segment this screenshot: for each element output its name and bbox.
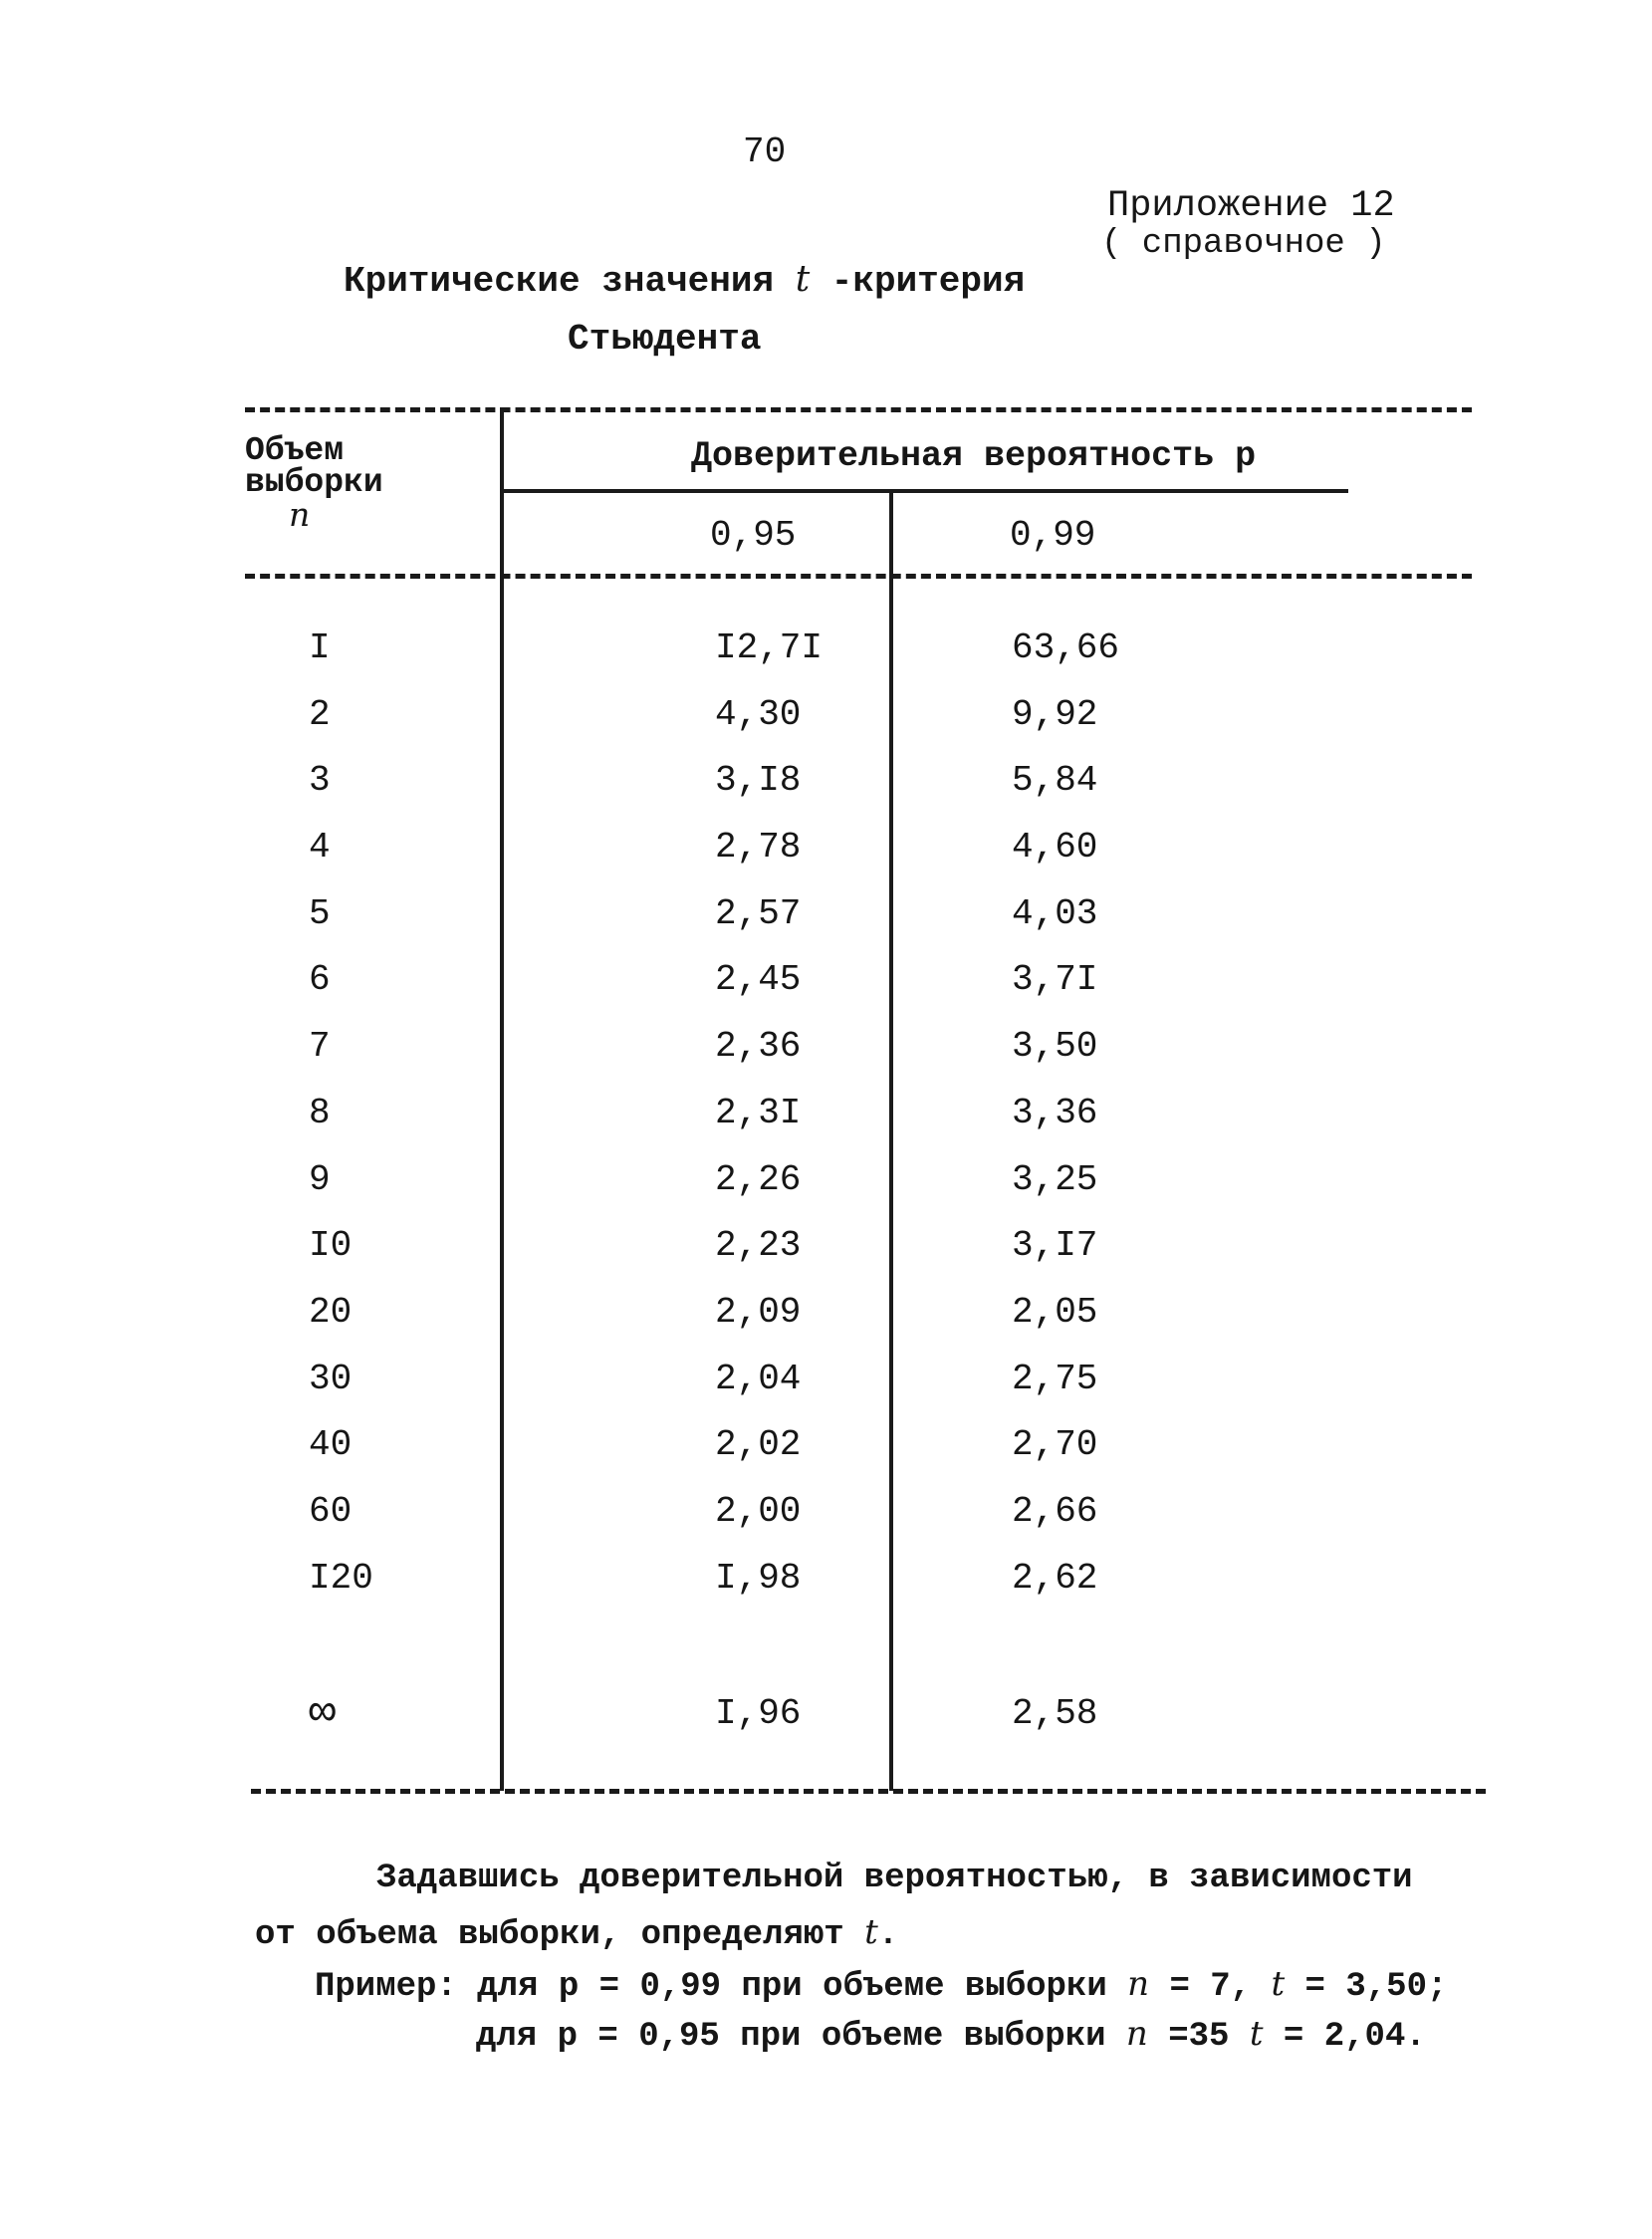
table-body: [0, 627, 1652, 1760]
cell-p099: 3,7I: [1012, 959, 1098, 1001]
table-row: [0, 1558, 1652, 1624]
cell-n: 30: [309, 1358, 353, 1399]
cell-n: I: [309, 627, 331, 668]
cell-p099: 3,25: [1012, 1158, 1098, 1200]
cell-n: 7: [309, 1026, 331, 1068]
header-p099: 0,99: [1010, 515, 1096, 556]
cell-p095: 2,3I: [715, 1092, 802, 1133]
cell-p095: 2,09: [715, 1291, 802, 1333]
table-title: [344, 251, 1025, 369]
example-line2: [476, 2014, 1426, 2056]
table-row: [0, 1491, 1652, 1558]
cell-p099: 4,60: [1012, 827, 1098, 869]
cell-p095: 2,00: [715, 1490, 802, 1532]
example1-t-symbol: t: [1271, 1964, 1286, 2004]
cell-n: 3: [309, 760, 331, 802]
cell-p095: 2,45: [715, 959, 802, 1001]
cell-p095: 4,30: [715, 693, 802, 735]
cell-n: 5: [309, 892, 331, 934]
cell-p099: 9,92: [1012, 693, 1098, 735]
explanation-t-symbol: t: [864, 1912, 878, 1952]
cell-p099: 2,66: [1012, 1490, 1098, 1532]
table-row: [0, 1359, 1652, 1425]
cell-n: I0: [309, 1225, 353, 1267]
cell-n: 40: [309, 1424, 353, 1466]
cell-n-infinity: ∞: [309, 1687, 337, 1740]
group-header-rule: [502, 489, 1348, 493]
cell-p099: 2,70: [1012, 1424, 1098, 1466]
header-sample-size: [245, 432, 383, 534]
cell-p095: 2,26: [715, 1158, 802, 1200]
explanation-line2-text: от объема выборки, определяют: [255, 1916, 844, 1954]
example1-n-value: = 7,: [1149, 1968, 1252, 2006]
table-row: [0, 760, 1652, 827]
table-row: [0, 1159, 1652, 1226]
header-confidence: Доверительная вероятность p: [691, 436, 1257, 476]
table-row: [0, 959, 1652, 1026]
cell-p099: 2,75: [1012, 1358, 1098, 1399]
cell-p095: 2,57: [715, 892, 802, 934]
cell-p099: 2,05: [1012, 1291, 1098, 1333]
cell-p095: 2,04: [715, 1358, 802, 1399]
cell-n: 6: [309, 959, 331, 1001]
table-row-infinity: [0, 1687, 1652, 1760]
table-row: [0, 1225, 1652, 1292]
appendix-title: Приложение 12: [1107, 185, 1395, 227]
table-top-rule: [245, 407, 1472, 412]
cell-p095: I2,7I: [715, 627, 824, 668]
example1-text: Пример: для p = 0,99 при объеме выборки: [315, 1968, 1107, 2006]
cell-p095: 2,02: [715, 1424, 802, 1466]
cell-p099: 5,84: [1012, 760, 1098, 802]
table-row: [0, 1026, 1652, 1093]
cell-p099: 3,36: [1012, 1092, 1098, 1133]
example2-n-symbol: n: [1125, 2014, 1148, 2054]
header-sample-size-line2: выборки: [245, 464, 383, 501]
table-header-rule: [245, 574, 1472, 579]
title-t-symbol: t: [795, 259, 811, 300]
appendix-label: [1101, 185, 1395, 263]
explanation-period: .: [877, 1916, 899, 1954]
cell-p099: 2,58: [1012, 1693, 1098, 1735]
appendix-note: ( справочное ): [1101, 225, 1386, 263]
table-row: [0, 827, 1652, 893]
header-n-symbol: n: [289, 495, 311, 534]
table-row: [0, 893, 1652, 960]
cell-n: 8: [309, 1092, 331, 1133]
table-row: [0, 694, 1652, 761]
example2-t-symbol: t: [1249, 2014, 1264, 2054]
page-number: 70: [743, 131, 787, 172]
cell-p099: 2,62: [1012, 1557, 1098, 1599]
cell-n: 60: [309, 1490, 353, 1532]
explanation-line1: Задавшись доверительной вероятностью, в зависимости: [376, 1860, 1413, 1897]
example2-t-value: = 2,04.: [1263, 2018, 1426, 2056]
title-line2: Стьюдента: [568, 319, 762, 360]
example2-text: для p = 0,95 при объеме выборки: [476, 2018, 1106, 2056]
title-line1-pre: Критические значения: [344, 261, 775, 302]
title-line1-post: -критерия: [830, 261, 1026, 302]
example2-n-value: =35: [1147, 2018, 1230, 2056]
example-line1: [315, 1964, 1447, 2006]
cell-n: 20: [309, 1291, 353, 1333]
cell-p099: 3,50: [1012, 1026, 1098, 1068]
cell-p099: 3,I7: [1012, 1225, 1098, 1267]
cell-n: 2: [309, 693, 331, 735]
table-row: [0, 1424, 1652, 1491]
cell-n: I20: [309, 1557, 373, 1599]
cell-p095: I,96: [715, 1693, 802, 1735]
example1-n-symbol: n: [1127, 1964, 1150, 2004]
cell-p099: 4,03: [1012, 892, 1098, 934]
table-row: [0, 1093, 1652, 1159]
cell-p095: I,98: [715, 1557, 802, 1599]
cell-p095: 2,78: [715, 827, 802, 869]
table-row: [0, 1292, 1652, 1359]
table-bottom-rule: [251, 1789, 1486, 1794]
example1-t-value: = 3,50;: [1285, 1968, 1448, 2006]
cell-p095: 2,36: [715, 1026, 802, 1068]
table-row: [0, 627, 1652, 694]
header-p095: 0,95: [710, 515, 797, 556]
cell-n: 4: [309, 827, 331, 869]
header-sample-size-line1: Объем: [245, 432, 345, 469]
cell-p099: 63,66: [1012, 627, 1120, 668]
cell-p095: 2,23: [715, 1225, 802, 1267]
cell-p095: 3,I8: [715, 760, 802, 802]
cell-n: 9: [309, 1158, 331, 1200]
explanation-line2: [255, 1912, 898, 1954]
